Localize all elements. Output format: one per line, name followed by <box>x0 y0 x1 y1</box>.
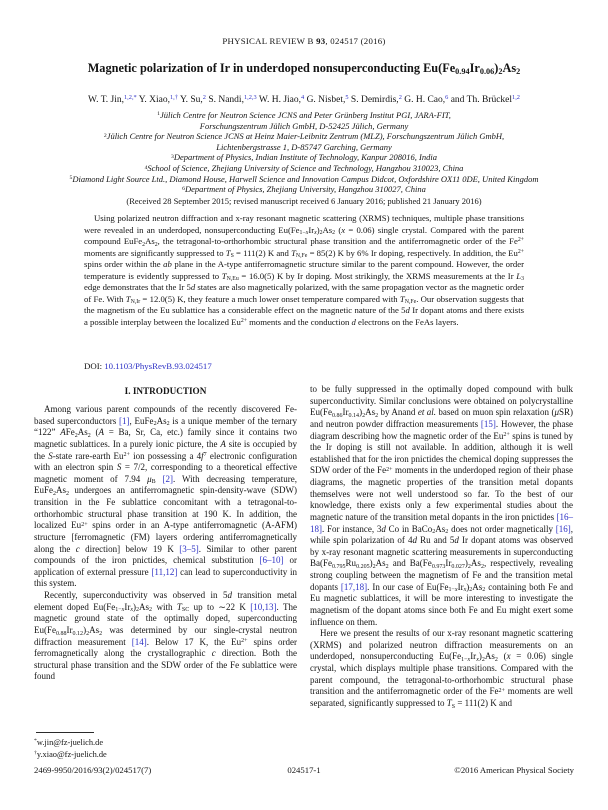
text-run: ab <box>163 259 172 270</box>
text-run: 2 <box>481 657 485 664</box>
text-run: 0.795 <box>332 564 346 571</box>
text-run: 2 <box>480 564 484 571</box>
text-run: f <box>201 450 204 461</box>
body-columns <box>34 384 574 760</box>
paragraph: to be fully suppressed in the optimally doped compound with bulk superconductivity. Similar conclusions were obtained on polycrystalline Eu(Fe0.86Ir0.14)2As2 by Anand et al. based on muon spin relaxation (μSR) and neutron powder diffraction measurements [15]. However, the phase diagram describing how the magnetic order of the $Eu^{2+}$ spins is tuned by the Ir doping is still not available. In addition, although it is well established that for the iron pnictides the chemical doping suppresses the SDW order of the $Fe^{2+}$ moments in the underdoped region of their phase diagrams, the magnetic properties of the transition metal dopants themselves were not well understood so far. To the best of our knowledge, there exists only a few experimental studies about the magnetic nature of the transition metal dopants in the iron pnictides [16–18]. For instance, 3d Co in BaCo2As2 does not order magnetically [16], while spin polarization of 4d Ru and 5d Ir dopant atoms was observed by x-ray resonant magnetic scattering measurements in superconducting Ba(Fe0.795Ru0.205)2As2 and Ba(Fe0.973Ir0.027)2As2, respectively, revealing strong coupling between the magnetism of Fe and the transition metal dopants [17,18]. In our case of Eu(Fe1−xIrx)2As2 containing both Fe and Eu magnetic sublattices, it will be more interesting to investigate the magnetism of the dopant atoms since both Fe and Eu might exert some influence on them. <box>310 384 574 627</box>
text-run: 1− <box>299 230 306 237</box>
left-column <box>34 384 297 760</box>
text-run: d <box>405 305 410 316</box>
doi-line <box>84 361 212 371</box>
link[interactable]: 1,2,* <box>124 94 137 102</box>
footnote-block <box>34 728 297 760</box>
text-run: x <box>454 587 458 594</box>
text-run: T <box>225 247 231 258</box>
text-run: N,Fe <box>295 253 308 260</box>
text-run: T <box>176 601 182 612</box>
text-run: 2 <box>467 564 471 571</box>
text-run: 2 <box>154 241 158 248</box>
text-run: 2 <box>53 491 57 498</box>
link[interactable]: [17,18] <box>340 581 368 592</box>
paragraph: Recently, superconductivity was observed in 5d transition metal element doped Eu(Fe1−xIrx)2As2 with TSC up to ∼22 K [10,13]. The magnetic ground state of the optimally doped, superconducting Eu(Fe0.88Ir0.12)2As2 was determined by our single-crystal neutron diffraction measurement [14]. Below 17 K, the $Eu^{2+}$ spins order ferromagnetically along the crystallographic c direction. Both the structural phase transition and the SDW order of the Fe sublattice were found <box>34 590 297 682</box>
text-run: 2 <box>362 412 366 419</box>
text-run: 2 <box>432 529 436 536</box>
text-run: Department of Physics, Indian Institute of Technology, Kanpur 208016, India <box>173 152 437 163</box>
text-run: 2 <box>66 491 70 498</box>
text-run: μ <box>147 473 152 484</box>
journal-header: PHYSICAL REVIEW B 93, 024517 (2016) <box>222 36 386 46</box>
link[interactable]: [15] <box>480 418 496 429</box>
link[interactable]: [6–10] <box>259 555 284 566</box>
text-run: x <box>476 657 479 664</box>
text-run: d <box>190 282 196 293</box>
text-run: L <box>516 270 522 281</box>
text-run: 2 <box>445 529 449 536</box>
link[interactable]: 2 <box>202 94 206 102</box>
text-run: 2+ <box>386 466 393 473</box>
text-run: Lichtenbergstrasse 1, D-85747 Garching, Germany <box>216 141 392 152</box>
text-run: 1− <box>448 587 455 594</box>
doi-label: DOI: <box>84 361 105 371</box>
text-run: 2 <box>469 587 473 594</box>
paper-title: Magnetic polarization of Ir in underdoped nonsuperconducting Eu(Fe0.94Ir0.06)2As2 <box>87 61 521 77</box>
paragraph: Here we present the results of our x-ray resonant magnetic scattering (XRMS) and polarized neutron diffraction measurements on an underdoped, nonsuperconducting Eu(Fe1−xIrx)2As2 (x = 0.06) single crystal, which displays multiple phase transitions. Compared with the parent compound, the tetragonal-to-orthorhombic structural phase transition and the antiferromagnetic order of the $Fe^{2+}$ moments are well separated, significantly suppressed to TS = 111(2) K and <box>310 628 574 710</box>
link[interactable]: [1] <box>119 415 130 426</box>
text-run: 2+ <box>240 318 247 325</box>
affiliation-line <box>10 131 598 142</box>
text-run: μ <box>554 407 559 418</box>
text-run: Jülich Centre for Neutron Science JCNS and Peter Grünberg Institut PGI, JARA-FIT, <box>159 110 451 120</box>
text-run: x <box>467 657 471 664</box>
text-run: x <box>130 607 134 614</box>
text-run: Jülich Centre for Neutron Science JCNS at Heinz Maier-Leibnitz Zentrum (MLZ), Forschungszentrum Jülich GmbH, <box>106 131 505 142</box>
affiliation-line <box>10 184 598 195</box>
affiliation-line <box>10 142 598 153</box>
link[interactable]: [14] <box>131 636 147 647</box>
text-run: N,Eu <box>226 276 239 283</box>
text-run: 2 <box>332 230 336 237</box>
text-run: d <box>227 590 233 600</box>
text-run: 2 <box>375 412 379 419</box>
link[interactable]: [11,12] <box>151 566 178 577</box>
text-run: A <box>98 427 105 438</box>
text-run: 0.12 <box>72 630 84 637</box>
affiliation-line <box>10 110 598 121</box>
text-run: * <box>34 738 37 745</box>
author-list: W. T. Jin,$^{1,2,*}$ Y. Xiao,$^{1,\dagger}$ Y. Su,$^2$ S. Nandi,$^{1,2,3}$ W. H. Jiao,$^4$ G. Nisbet,$^5$ S. Demirdis,$^2$ G. H. Cao,$^6$ and Th. Brückel$^{1,2}$ <box>88 94 520 105</box>
doi-link[interactable]: 10.1103/PhysRevB.93.024517 <box>104 361 212 371</box>
text-run: Forschungszentrum Jülich GmbH, D-52425 Jülich, Germany <box>199 120 409 131</box>
page-number: 024517-1 <box>287 765 321 775</box>
text-run: 2 <box>319 230 323 237</box>
paragraph: Among various parent compounds of the recently discovered Fe-based superconductors [1], EuFe2As2 is a unique member of the ternary “122” AFe2As2 (A = Ba, Sr, Ca, etc.) family since it contains two magnetic sublattices. In a purely ionic picture, the A site is occupied by the S-state rare-earth $Eu^{2+}$ ion possessing a $4f^7$ electronic configuration with an electron spin S = 7/2, corresponding to a theoretical effective magnetic moment of 7.94 μB [2]. With decreasing temperature, EuFe2As2 undergoes an antiferromagnetic spin-density-wave (SDW) transition in the Fe sublattice concomitant with a tetragonal-to-orthorhombic structural phase transition at 190 K. In addition, the localized $Eu^{2+}$ spins order in an A-type antiferromagnetic (A-AFM) structure [ferromagnetic (FM) layers ordering antiferromagnetically along the c direction] below 19 K [3–5]. Similar to other parent compounds of the iron pnictides, chemical substitution [6–10] or application of external pressure [11,12] can lead to superconductivity in this system. <box>34 404 298 589</box>
text-run: 2 <box>103 132 107 139</box>
issn-code: 2469-9950/2016/93(2)/024517(7) <box>34 765 152 775</box>
link[interactable]: [16–18] <box>310 511 573 534</box>
link[interactable]: 2 <box>398 94 402 102</box>
text-run: 2 <box>142 241 146 248</box>
text-run: A <box>60 427 66 438</box>
text-run: 2 <box>166 421 170 428</box>
text-run: T <box>291 247 296 258</box>
text-run: d <box>351 316 356 327</box>
affiliations <box>10 110 598 207</box>
link[interactable]: [3–5] <box>179 543 199 554</box>
text-run: 2 <box>99 630 103 637</box>
text-run: 0.86 <box>332 412 343 419</box>
link[interactable]: 4 <box>301 94 305 102</box>
text-run: 4 <box>144 164 148 171</box>
text-run: 2 <box>494 657 498 664</box>
link[interactable]: 6 <box>445 94 449 102</box>
text-run: 2 <box>87 432 91 439</box>
text-run: d <box>381 523 386 534</box>
abstract: Using polarized neutron diffraction and x-ray resonant magnetic scattering (XRMS) techniques, multiple phase transitions were revealed in an underdoped, nonsuperconducting Eu(Fe1−xIrx)2As2 (x = 0.06) single crystal. Compared with the parent compound EuFe2As2, the tetragonal-to-orthorhombic structural phase transition and the antiferromagnetic order of the $Fe^{2+}$ moments are significantly suppressed to TS = 111(2) K and TN,Fe = 85(2) K by 6% Ir doping, respectively. In addition, the $Eu^{2+}$ spins order within the ab plane in the A-type antiferromagnetic structure similar to the parent compound. However, the order temperature is evidently suppressed to TN,Eu = 16.0(5) K by Ir doping. Most strikingly, the XRMS measurements at the Ir L3 edge demonstrates that the Ir 5d states are also magnetically polarized, with the same propagation vector as the magnetic order of Fe. With TN,Ir = 12.0(5) K, they feature a much lower onset temperature compared with TN,Fe. Our observation suggests that the magnetism of the Eu sublattice has a considerable effect on the magnetic nature of the 5d Ir dopant atoms and there exists a possible interplay between the localized $Eu^{2+}$ moments and the conduction d electrons on the FeAs layers. <box>84 213 525 327</box>
text-run: A <box>220 438 226 449</box>
text-run: 2+ <box>517 249 524 256</box>
text-run: 2 <box>74 432 78 439</box>
text-run: 0.14 <box>348 412 360 419</box>
link[interactable]: 1,† <box>169 94 178 102</box>
text-run: x <box>121 607 125 614</box>
text-run: 0.94 <box>455 67 470 77</box>
text-run: 2 <box>516 67 521 77</box>
text-run: N,Ir <box>130 299 141 306</box>
affiliation-line <box>10 174 598 185</box>
text-run: S <box>451 703 456 710</box>
text-run: 2 <box>385 564 389 571</box>
text-run: T <box>221 270 227 281</box>
text-run: 2 <box>86 630 90 637</box>
text-run: c <box>211 648 216 659</box>
text-run: 2+ <box>503 431 510 438</box>
text-run: S <box>48 450 53 461</box>
text-run: T <box>399 293 405 304</box>
text-run: S <box>230 253 234 260</box>
text-run: N,Fe <box>404 299 417 306</box>
text-run: c <box>75 543 80 554</box>
affiliation-line <box>10 152 598 163</box>
link[interactable]: 1,2,3 <box>243 94 257 102</box>
text-run: School of Science, Zhejiang University of Science and Technology, Hangzhou 310023, China <box>147 163 464 174</box>
text-run: et al. <box>417 407 437 418</box>
text-run: 2+ <box>517 237 524 244</box>
link[interactable]: 5 <box>345 94 349 102</box>
text-run: 2+ <box>81 521 88 528</box>
affiliation-line <box>10 121 598 132</box>
text-run: 6 <box>182 185 185 192</box>
text-run: B <box>151 479 156 486</box>
text-run: 1 <box>157 111 160 118</box>
copyright-notice: ©2016 American Physical Society <box>454 765 574 775</box>
text-run: x <box>305 230 309 237</box>
text-run: 3 <box>521 276 524 283</box>
text-run: 0.06 <box>479 67 495 77</box>
text-run: 2 <box>153 421 157 428</box>
text-run: x <box>463 587 467 594</box>
footnote-email: *w.jin@fz-juelich.de <box>34 738 104 747</box>
text-run: Diamond Light Source Ltd., Diamond House, Harwell Science and Innovation Campus Didcot, Oxfordshire OX11 0DE, United Kingdom <box>72 173 539 184</box>
link[interactable]: 1,2 <box>512 94 520 102</box>
text-run: 0.027 <box>451 564 465 571</box>
link[interactable]: [2] <box>162 473 174 484</box>
footnote-rule <box>36 732 94 733</box>
text-run: 0.973 <box>431 564 446 571</box>
text-run: 2 <box>149 607 153 614</box>
received-line: (Received 28 September 2015; revised manuscript received 6 January 2016; published 21 January 2016) <box>126 196 482 207</box>
text-run: 3 <box>170 153 174 160</box>
text-run: 2 <box>372 564 376 571</box>
affiliation-line <box>10 163 598 174</box>
text-run: x <box>314 230 317 237</box>
link[interactable]: [16] <box>555 523 571 534</box>
text-run: 1− <box>115 607 122 614</box>
link[interactable]: [10,13] <box>250 601 277 612</box>
text-run: T <box>446 697 452 708</box>
text-run: 2 <box>498 67 503 77</box>
text-run: Department of Physics, Zhejiang University, Hangzhou 310027, China <box>185 184 426 195</box>
text-run: 2+ <box>241 637 248 644</box>
text-run: SC <box>181 607 190 614</box>
text-run: d <box>412 535 417 546</box>
text-run: 7 <box>203 451 207 458</box>
text-run: T <box>125 293 131 304</box>
footnote-email: †y.xiao@fz-juelich.de <box>34 749 107 759</box>
text-run: 0.88 <box>56 630 67 637</box>
right-column <box>310 384 573 760</box>
text-run: 2 <box>482 587 486 594</box>
text-run: 0.205 <box>356 564 370 571</box>
text-run: 93 <box>316 36 326 46</box>
text-run: d <box>454 535 459 546</box>
text-run: x <box>341 224 346 235</box>
text-run: 5 <box>69 175 73 182</box>
text-run: 1− <box>461 657 468 664</box>
page-footer <box>34 765 574 777</box>
text-run: x <box>506 651 511 662</box>
text-run: 2+ <box>498 687 505 694</box>
text-run: 2 <box>136 607 140 614</box>
section-heading-introduction: I. INTRODUCTION <box>124 386 207 396</box>
text-run: S <box>116 462 122 473</box>
text-run: 2+ <box>123 451 130 458</box>
text-run: † <box>34 749 37 756</box>
